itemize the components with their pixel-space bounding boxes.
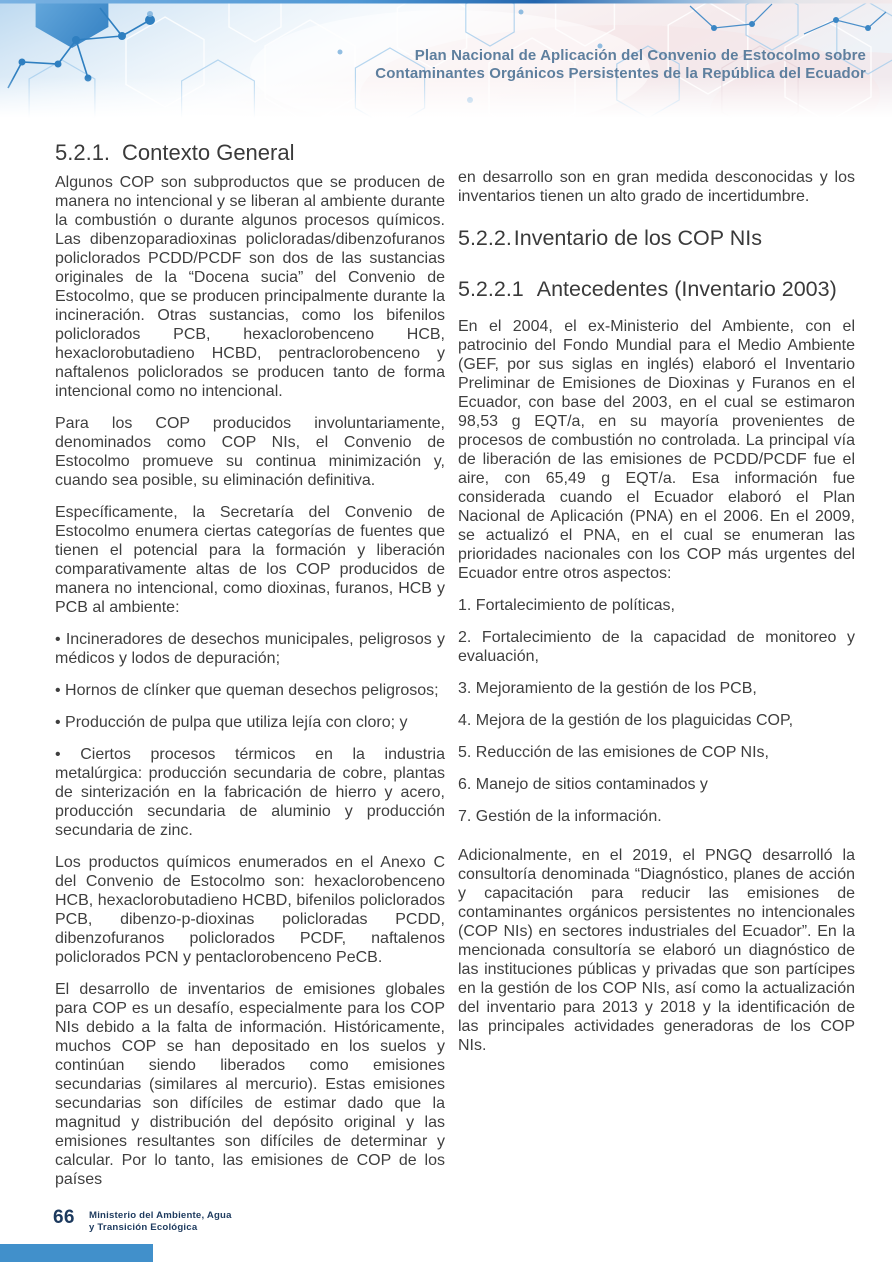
paragraph-fuentes: Específicamente, la Secretaría del Convenio de Estocolmo enumera ciertas categorías de fuentes que tienen el potencial para la formación y liberación comparativamente altas de los COP producidos de manera no intencional, como dioxinas, furanos, HCB y PCB al ambiente: <box>55 504 445 616</box>
page-header <box>0 0 892 118</box>
bullet-item-procesos-termicos: • Ciertos procesos térmicos en la industria metalúrgica: producción secundaria de cobre, plantas de sinterización en la fabricación de hierro y acero, producción secundaria de aluminio y producción secundaria de zinc. <box>55 746 445 839</box>
bullet-item-hornos: • Hornos de clínker que queman desechos peligrosos; <box>55 682 439 699</box>
paragraph-inventario-2003: En el 2004, el ex-Ministerio del Ambiente, con el patrocinio del Fondo Mundial para el Medio Ambiente (GEF, por sus siglas en inglés) elaboró el Inventario Preliminar de Emisiones de Dioxinas y Furanos en el Ecuador, con base del 2003, en el cual se estimaron 98,53 g EQT/a, en su mayoría provenientes de procesos de combustión no controlada. La principal vía de liberación de las emisiones de PCDD/PCDF fue el aire, con 65,49 g EQT/a. Esa información fue considerada cuando el Ecuador elaboró el Plan Nacional de Aplicación (PNA) en el 2006. En el 2009, se actualizó el PNA, en el cual se enumeran las prioridades nacionales con los COP más urgentes del Ecuador entre otros aspectos: <box>458 318 855 582</box>
header-title-line2: Contaminantes Orgánicos Persistentes de la República del Ecuador <box>375 64 866 82</box>
section-title: Inventario de los COP NIs <box>513 226 762 250</box>
footer-accent-bar <box>0 1244 153 1262</box>
page-number: 66 <box>53 1207 75 1228</box>
paragraph-cop-nis: Para los COP producidos involuntariamente, denominados como COP NIs, el Convenio de Estocolmo promueve su continua minimización y, cuando sea posible, su eliminación definitiva. <box>55 415 445 489</box>
section-number: 5.2.1. <box>55 140 111 165</box>
priority-item-4: 4. Mejora de la gestión de los plaguicidas COP, <box>458 712 794 729</box>
priority-item-3: 3. Mejoramiento de la gestión de los PCB, <box>458 680 757 697</box>
ministry-name-line2: y Transición Ecológica <box>89 1221 198 1233</box>
paragraph-adicionalmente-2019: Adicionalmente, en el 2019, el PNGQ desarrolló la consultoría denominada “Diagnóstico, planes de acción y capacitación para reducir las emisiones de contaminantes orgánicos persistentes no intencionales (COP NIs) en sectores industriales del Ecuador”. En la mencionada consultoría se elaboró un diagnóstico de las instituciones públicas y privadas que son partícipes en la gestión de los COP NIs, así como la actualización del inventario para 2013 y 2018 y la identificación de las principales actividades generadoras de los COP NIs. <box>458 847 855 1054</box>
document-header-title <box>375 47 866 82</box>
paragraph-desarrollo-inventarios: El desarrollo de inventarios de emisiones globales para COP es un desafío, especialmente para los COP NIs debido a la falta de información. Históricamente, muchos COP se han depositado en los suelos y continúan siendo liberados como emisiones secundarias (similares al mercurio). Estas emisiones secundarias son difíciles de estimar dado que la magnitud y distribución del depósito original y las emisiones resultantes son difíciles de determinar y calcular. Por lo tanto, las emisiones de COP de los países <box>55 981 445 1188</box>
priority-item-6: 6. Manejo de sitios contaminados y <box>458 776 708 793</box>
priority-item-1: 1. Fortalecimiento de políticas, <box>458 597 675 614</box>
ministry-name <box>89 1210 232 1233</box>
priority-item-2: 2. Fortalecimiento de la capacidad de monitoreo y evaluación, <box>458 629 855 665</box>
bullet-item-pulpa: • Producción de pulpa que utiliza lejía con cloro; y <box>55 714 408 731</box>
left-column <box>55 140 445 1202</box>
ministry-name-line1: Ministerio del Ambiente, Agua <box>89 1210 232 1221</box>
header-title-line1: Plan Nacional de Aplicación del Convenio de Estocolmo sobre <box>414 47 866 64</box>
section-number: 5.2.2. <box>458 226 512 250</box>
priority-item-5: 5. Reducción de las emisiones de COP NIs, <box>458 744 769 761</box>
priority-item-7: 7. Gestión de la información. <box>458 808 662 825</box>
paragraph-intro: Algunos COP son subproductos que se producen de manera no intencional y se liberan al ambiente durante la combustión o durante algunos procesos químicos. Las dibenzoparadioxinas policloradas/dibenzofuranos policlorados PCDD/PCDF son dos de las sustancias originales de la “Docena sucia” del Convenio de Estocolmo, que se producen principalmente durante la incineración. Otras sustancias, como los bifenilos policlorados PCB, hexaclorobenceno HCB, hexaclorobutadieno HCBD, pentraclorobenceno y naftalenos policlorados se producen tanto de forma intencional como no intencional. <box>55 174 445 400</box>
section-heading-contexto-general <box>55 140 445 166</box>
section-title: Antecedentes (Inventario 2003) <box>536 277 837 301</box>
section-number: 5.2.2.1 <box>458 277 524 301</box>
section-title: Contexto General <box>122 140 295 165</box>
paragraph-anexo-c: Los productos químicos enumerados en el Anexo C del Convenio de Estocolmo son: hexaclorobenceno HCB, hexaclorobutadieno HCBD, bifenilos policlorados PCB, dibenzo-p-dioxinas policloradas PCDD, dibenzofuranos policlorados PCDF, naftalenos policlorados PCN y pentaclorobenceno PeCB. <box>55 854 445 966</box>
right-column <box>458 140 855 1068</box>
section-heading-inventario-cop-nis <box>458 226 855 251</box>
section-heading-antecedentes <box>458 277 855 302</box>
bullet-item-incineradores: • Incineradores de desechos municipales, peligrosos y médicos y lodos de depuración; <box>55 631 445 667</box>
paragraph-continuation: en desarrollo son en gran medida desconocidas y los inventarios tienen un alto grado de incertidumbre. <box>458 169 855 205</box>
